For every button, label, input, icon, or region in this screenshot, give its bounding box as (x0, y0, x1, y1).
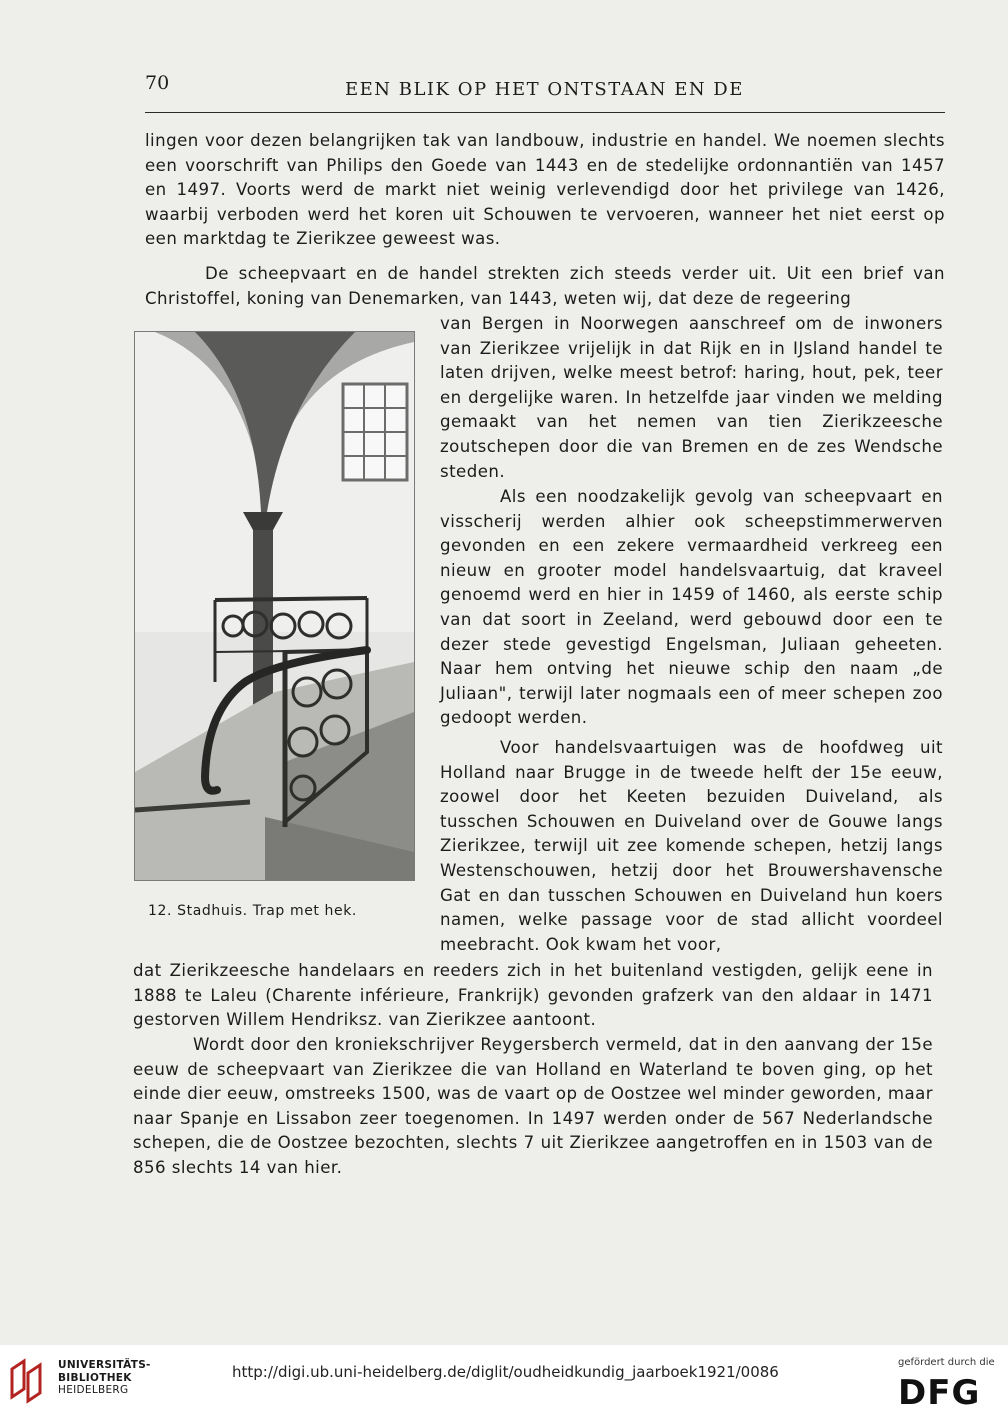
library-name-line-3: HEIDELBERG (58, 1384, 129, 1396)
paragraph-4-bottom: dat Zierikzeesche handelaars en reeders zich in het buitenland vestigden, gelijk eene in 1888 te Laleu (Charente inférieure, Frankrijk) gevonden grafzerk van den aldaar in 1471 gestorven Willem Hendriksz. van Zierikzee aantoont. (133, 961, 933, 1030)
paragraph-2-top: De scheepvaart en de handel strekten zich steeds verder uit. Uit een brief van Christoffel, koning van Denemarken, van 1443, weten wij, dat deze de regeering (145, 264, 945, 308)
page-header (145, 72, 945, 113)
paragraph-3: Als een noodzakelijk gevolg van scheepvaart en visscherij werden alhier ook scheepstimmerwerven gevonden en een zekere vermaardheid verkreeg een nieuw en grooter model handelsvaartuig, dat kraveel genoemd werd en hier in 1459 of 1460, als eerste schip van dat soort in Zeeland, werd gebouwd door een te dezer stede gevestigd Engelsman, Juliaan geheeten. Naar hem ontving het nieuwe schip den naam „de Juliaan", terwijl later nogmaals een of meer schepen zoo gedoopt werden. (440, 487, 943, 728)
running-title: EEN BLIK OP HET ONTSTAAN EN DE (345, 79, 744, 100)
permalink-url[interactable]: http://digi.ub.uni-heidelberg.de/diglit/oudheidkundig_jaarboek1921/0086 (232, 1363, 779, 1381)
library-name-line-1: UNIVERSITÄTS- (58, 1359, 151, 1371)
funding-note: gefördert durch die (898, 1357, 995, 1368)
university-library-name (58, 1359, 151, 1397)
library-name-line-2: BIBLIOTHEK (58, 1371, 132, 1384)
figure-caption: 12. Stadhuis. Trap met hek. (148, 903, 357, 919)
paragraph-1: lingen voor dezen belangrijken tak van landbouw, industrie en handel. We noemen slechts een voorschrift van Philips den Goede van 1443 en de stedelijke ordonnantiën van 1457 en 1497. Voorts werd de markt niet weinig verlevendigd door het privilege van 1426, waarbij verboden werd het koren uit Schouwen te vervoeren, wanneer het niet eerst op een marktdag te Zierikzee geweest was. (145, 131, 945, 249)
staircase-photo-drawing (135, 332, 414, 880)
paragraph-4-side: Voor handelsvaartuigen was de hoofdweg uit Holland naar Brugge in de tweede helft der 15e eeuw, zoowel door het Keeten bezuiden Duiveland, als tusschen Schouwen en Duiveland over de Gouwe langs Zierikzee, terwijl uit zee komende schepen, hetzij langs Westenschouwen, hetzij door het Brouwershavensche Gat en dan tusschen Schouwen en Duiveland hun koers namen, welke passage voor de stad allicht voordeel meebracht. Ook kwam het voor, (440, 738, 943, 954)
university-library-logo-icon (8, 1357, 50, 1405)
staircase-photo (134, 331, 415, 881)
page-number: 70 (145, 72, 170, 94)
dfg-logo: DFG (898, 1373, 981, 1413)
viewer-footer (0, 1345, 1008, 1419)
paragraph-2-side: van Bergen in Noorwegen aanschreef om de inwoners van Zierikzee vrijelijk in dat Rijk en in IJsland handel te laten drijven, welke meest betrof: haring, hout, pek, teer en dergelijke waren. In hetzelfde jaar vinden we melding gemaakt van het nemen van tien Zierikzeesche zoutschepen door die van Bremen en de zes Wendsche steden. (440, 314, 943, 481)
paragraph-5: Wordt door den kroniekschrijver Reygersberch vermeld, dat in den aanvang der 15e eeuw de scheepvaart van Zierikzee die van Holland en Waterland te boven ging, op het einde dier eeuw, omstreeks 1500, was de vaart op de Oostzee wel minder geworden, maar naar Spanje en Lissabon zeer toegenomen. In 1497 werden onder de 567 Nederlandsche schepen, die de Oostzee bezochten, slechts 7 uit Zierikzee aangetroffen en in 1503 van de 856 slechts 14 van hier. (133, 1035, 933, 1177)
